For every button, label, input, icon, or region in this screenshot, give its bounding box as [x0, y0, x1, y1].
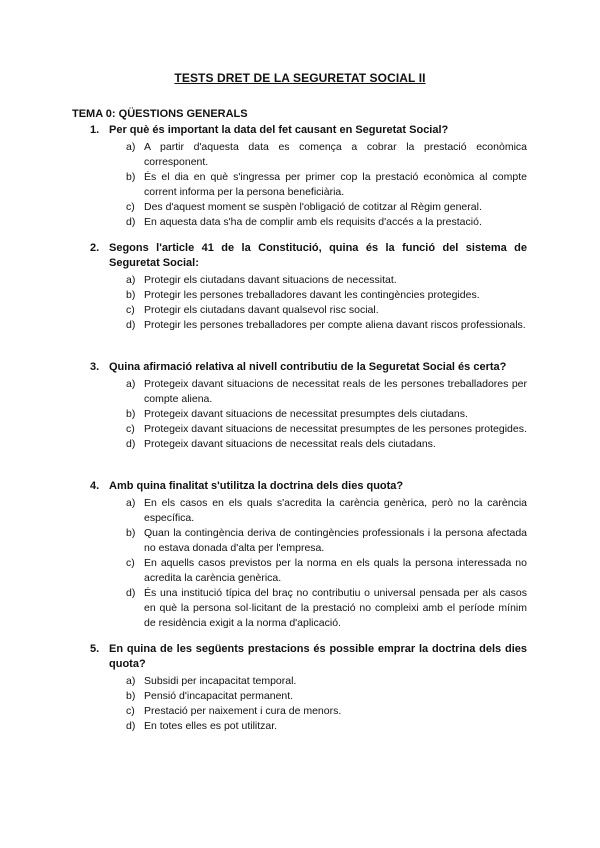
option-b: b) Protegeix davant situacions de necessitat presumptes dels ciutadans. — [126, 408, 468, 420]
option-text: Protegeix davant situacions de necessitat presumptes de les persones protegides. — [144, 423, 527, 435]
option-c: c) Protegir els ciutadans davant qualsevol risc social. — [126, 304, 379, 316]
options-list — [90, 140, 527, 230]
option-text: Protegir els ciutadans davant qualsevol risc social. — [144, 304, 379, 316]
question-number: 4. — [90, 480, 100, 492]
option-text: És el dia en què s'ingressa per primer cop la prestació econòmica al compte corrent informa per la persona beneficiària. — [144, 171, 527, 198]
option-text: Protegir les persones treballadores davant les contingències protegides. — [144, 289, 480, 301]
option-text: Protegeix davant situacions de necessitat reals de les persones treballadores per compte aliena. — [144, 378, 527, 405]
option-d: d) Protegir les persones treballadores per compte aliena davant riscos professionals. — [126, 319, 526, 331]
question-text: En quina de les següents prestacions és possible emprar la doctrina dels dies quota? — [109, 643, 527, 670]
option-text: Protegeix davant situacions de necessitat reals dels ciutadans. — [144, 438, 436, 450]
question-2 — [90, 241, 527, 333]
document-title: TESTS DRET DE LA SEGURETAT SOCIAL II — [174, 71, 426, 85]
question-text: Per què és important la data del fet causant en Seguretat Social? — [109, 124, 449, 136]
question-text: Amb quina finalitat s'utilitza la doctrina dels dies quota? — [109, 480, 404, 492]
option-b: b) Pensió d'incapacitat permanent. — [126, 690, 294, 702]
options-list — [90, 273, 527, 333]
option-text: En aquesta data s'ha de complir amb els requisits d'accés a la prestació. — [144, 216, 482, 228]
question-1 — [90, 123, 527, 230]
option-a: a) En els casos en els quals s'acredita la carència genèrica, però no la carència específica. — [126, 497, 527, 524]
option-text: Quan la contingència deriva de contingències professionals i la persona afectada no estava donada d'alta per l'empresa. — [144, 527, 527, 554]
option-text: Protegir les persones treballadores per compte aliena davant riscos professionals. — [144, 319, 526, 331]
options-list — [90, 496, 527, 631]
question-text: Quina afirmació relativa al nivell contributiu de la Seguretat Social és certa? — [109, 361, 507, 373]
question-3 — [90, 360, 527, 452]
option-c: c) Des d'aquest moment se suspèn l'obligació de cotitzar al Règim general. — [126, 201, 482, 213]
option-text: Des d'aquest moment se suspèn l'obligació de cotitzar al Règim general. — [144, 201, 482, 213]
option-text: Subsidi per incapacitat temporal. — [144, 675, 297, 687]
question-number: 2. — [90, 242, 100, 254]
option-text: Prestació per naixement i cura de menors. — [144, 705, 342, 717]
option-d: d) En aquesta data s'ha de complir amb els requisits d'accés a la prestació. — [126, 216, 482, 228]
option-text: Protegir els ciutadans davant situacions de necessitat. — [144, 274, 397, 286]
option-text: Protegeix davant situacions de necessitat presumptes dels ciutadans. — [144, 408, 468, 420]
option-text: En aquells casos previstos per la norma en els quals la persona interessada no acredita la carència genèrica. — [144, 557, 527, 584]
option-b: b) És el dia en què s'ingressa per primer cop la prestació econòmica al compte corrent informa per la persona beneficiària. — [126, 171, 527, 198]
option-text: És una institució típica del braç no contributiu o universal pensada per als casos en què la persona sol·licitant de la prestació no compleixi amb el període mínim de residència exigit a la norma d'aplicació. — [144, 587, 527, 629]
option-a: a) A partir d'aquesta data es comença a cobrar la prestació econòmica corresponent. — [126, 141, 527, 168]
option-a: a) Subsidi per incapacitat temporal. — [126, 675, 297, 687]
option-a: a) Protegeix davant situacions de necessitat reals de les persones treballadores per compte aliena. — [126, 378, 527, 405]
question-number: 5. — [90, 643, 100, 655]
option-c: c) En aquells casos previstos per la norma en els quals la persona interessada no acredita la carència genèrica. — [126, 557, 527, 584]
option-d: d) En totes elles es pot utilitzar. — [126, 720, 278, 732]
option-c: c) Protegeix davant situacions de necessitat presumptes de les persones protegides. — [126, 423, 527, 435]
option-text: Pensió d'incapacitat permanent. — [144, 690, 294, 702]
options-list — [90, 674, 527, 734]
question-number: 1. — [90, 124, 100, 136]
question-5 — [90, 642, 527, 734]
option-d: d) Protegeix davant situacions de necessitat reals dels ciutadans. — [126, 438, 436, 450]
option-a: a) Protegir els ciutadans davant situacions de necessitat. — [126, 274, 397, 286]
question-number: 3. — [90, 361, 100, 373]
option-c: c) Prestació per naixement i cura de menors. — [126, 705, 342, 717]
option-text: A partir d'aquesta data es comença a cobrar la prestació econòmica corresponent. — [144, 141, 527, 168]
option-b: b) Protegir les persones treballadores davant les contingències protegides. — [126, 289, 480, 301]
question-text: Segons l'article 41 de la Constitució, quina és la funció del sistema de Seguretat Social: — [109, 242, 527, 269]
option-d: d) És una institució típica del braç no contributiu o universal pensada per als casos en què la persona sol·licitant de la prestació no compleixi amb el període mínim de residència exigit a la norma d'aplicació. — [126, 587, 527, 629]
section-title: TEMA 0: QÜESTIONS GENERALS — [72, 108, 248, 120]
option-b: b) Quan la contingència deriva de contingències professionals i la persona afectada no estava donada d'alta per l'empresa. — [126, 527, 527, 554]
question-4 — [90, 479, 527, 631]
option-text: En totes elles es pot utilitzar. — [144, 720, 278, 732]
option-text: En els casos en els quals s'acredita la carència genèrica, però no la carència específica. — [144, 497, 527, 524]
options-list — [90, 377, 527, 452]
